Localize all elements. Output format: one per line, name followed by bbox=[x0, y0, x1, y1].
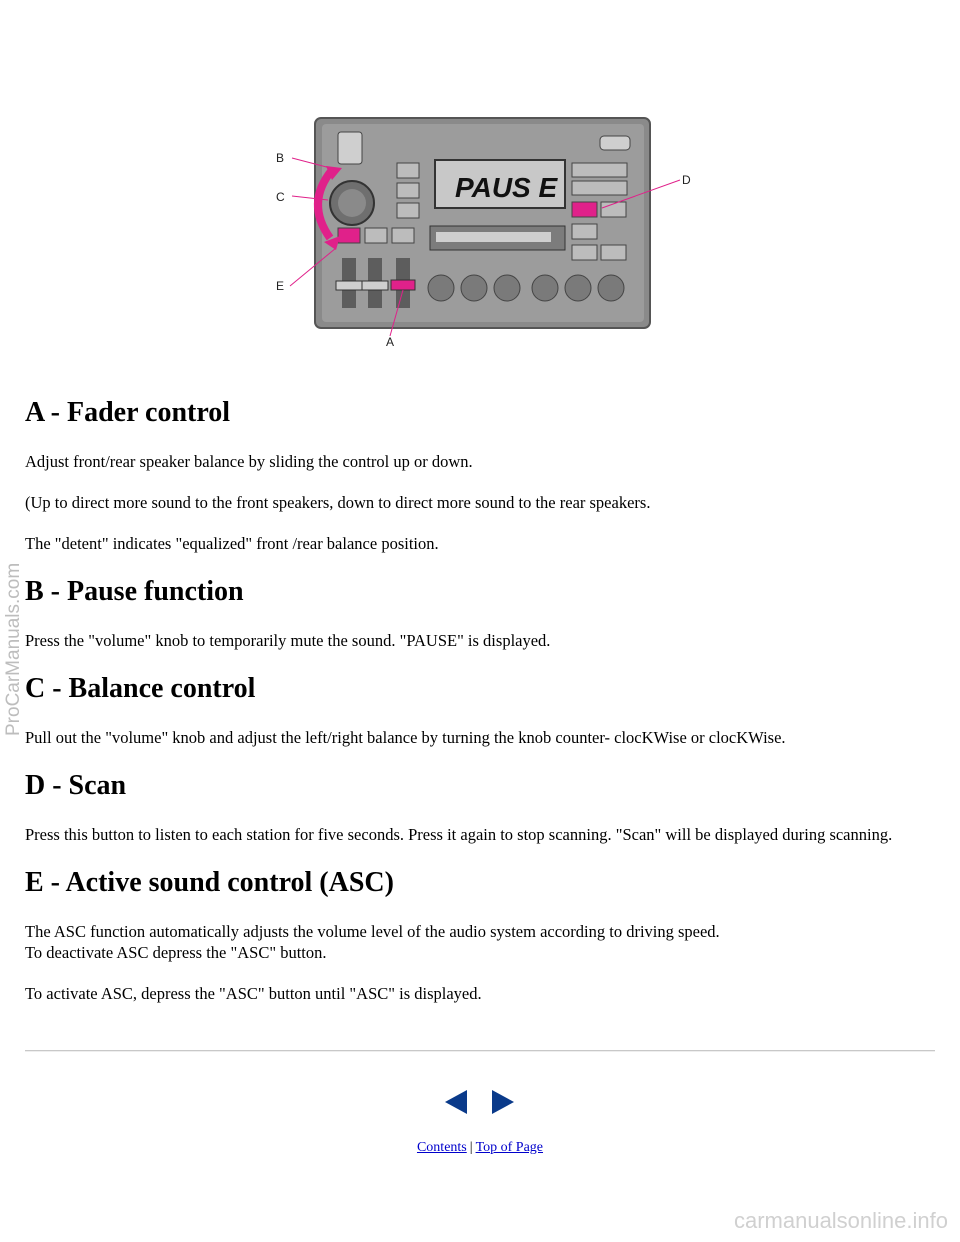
paragraph: Pull out the "volume" knob and adjust the left/right balance by turning the knob counter- clocKWise or clocKWise. bbox=[25, 728, 786, 747]
heading-balance: C - Balance control bbox=[25, 673, 256, 704]
display-readout: PAUS E bbox=[455, 172, 558, 203]
callout-a: A bbox=[386, 335, 395, 348]
footer-links bbox=[0, 1140, 960, 1156]
paragraph: To activate ASC, depress the "ASC" button until "ASC" is displayed. bbox=[25, 984, 482, 1003]
page-navigation bbox=[443, 1088, 518, 1116]
side-watermark-text: ProCarManuals.com bbox=[3, 562, 24, 736]
contents-link[interactable]: Contents bbox=[416, 1140, 467, 1155]
section-scan bbox=[25, 768, 937, 845]
heading-asc: E - Active sound control (ASC) bbox=[25, 867, 394, 898]
heading-scan: D - Scan bbox=[25, 770, 127, 801]
bottom-watermark: carmanualsonline.info bbox=[733, 1208, 948, 1233]
callout-d: D bbox=[682, 173, 691, 187]
paragraph: Press this button to listen to each station for five seconds. Press it again to stop scanning. "Scan" will be displayed during scanning. bbox=[25, 825, 893, 844]
link-separator: | bbox=[469, 1140, 473, 1155]
section-pause bbox=[25, 574, 937, 651]
section-balance bbox=[25, 671, 937, 748]
next-page-arrow-icon[interactable] bbox=[492, 1090, 514, 1114]
previous-page-arrow-icon[interactable] bbox=[445, 1090, 467, 1114]
top-of-page-link[interactable]: Top of Page bbox=[475, 1140, 544, 1155]
callout-e: E bbox=[276, 279, 285, 293]
heading-fader: A - Fader control bbox=[25, 397, 231, 428]
section-asc bbox=[25, 865, 937, 1004]
paragraph: Adjust front/rear speaker balance by sliding the control up or down. bbox=[25, 452, 473, 471]
callout-b: B bbox=[276, 151, 285, 165]
paragraph: The ASC function automatically adjusts the volume level of the audio system according to driving speed. bbox=[25, 922, 720, 941]
paragraph: Press the "volume" knob to temporarily mute the sound. "PAUSE" is displayed. bbox=[25, 631, 551, 650]
paragraph: (Up to direct more sound to the front speakers, down to direct more sound to the rear speakers. bbox=[25, 493, 651, 512]
section-fader bbox=[25, 395, 937, 554]
paragraph: The "detent" indicates "equalized" front /rear balance position. bbox=[25, 534, 439, 553]
heading-pause: B - Pause function bbox=[25, 576, 244, 607]
callout-c: C bbox=[276, 190, 285, 204]
paragraph: To deactivate ASC depress the "ASC" button. bbox=[25, 943, 327, 962]
divider bbox=[25, 1050, 935, 1052]
manual-content bbox=[25, 395, 937, 1024]
radio-illustration bbox=[270, 108, 700, 348]
side-watermark bbox=[0, 540, 26, 740]
